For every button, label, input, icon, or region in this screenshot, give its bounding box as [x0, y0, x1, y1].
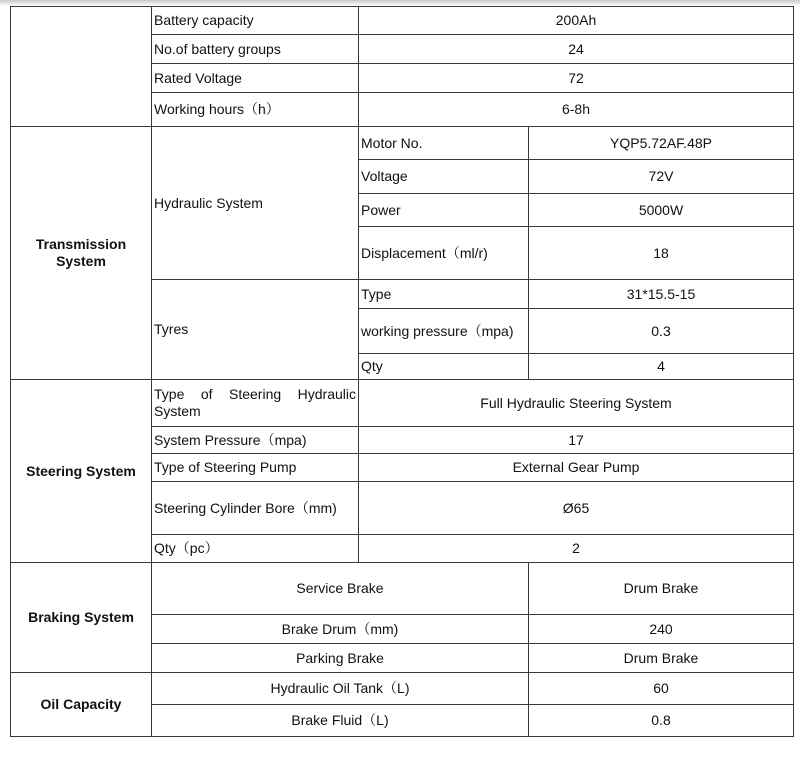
row-label: Type	[359, 280, 529, 309]
row-value: YQP5.72AF.48P	[529, 127, 794, 160]
table-row	[11, 673, 794, 705]
row-label: Qty（pc）	[152, 535, 359, 563]
row-value: 17	[359, 427, 794, 454]
row-label: No.of battery groups	[152, 35, 359, 64]
table-row	[11, 127, 794, 160]
group-label-oil: Oil Capacity	[11, 673, 152, 737]
group-label-transmission: Transmission System	[11, 127, 152, 380]
group-label-steering: Steering System	[11, 380, 152, 563]
row-value: 2	[359, 535, 794, 563]
row-value: 72	[359, 64, 794, 93]
row-value: 6-8h	[359, 93, 794, 127]
table-row	[11, 380, 794, 427]
row-value: 0.8	[529, 705, 794, 737]
specification-table	[10, 6, 794, 737]
row-value: Full Hydraulic Steering System	[359, 380, 794, 427]
row-label: Type of Steering Hydraulic System	[152, 380, 359, 427]
row-label: Rated Voltage	[152, 64, 359, 93]
table-row	[11, 7, 794, 35]
row-value: Ø65	[359, 482, 794, 535]
row-label: Brake Drum（mm)	[152, 615, 529, 644]
row-value: 5000W	[529, 194, 794, 227]
row-label: Motor No.	[359, 127, 529, 160]
row-label: Qty	[359, 354, 529, 380]
row-value: 0.3	[529, 309, 794, 354]
row-label: Hydraulic Oil Tank（L)	[152, 673, 529, 705]
table-row	[11, 563, 794, 615]
row-value: 60	[529, 673, 794, 705]
row-value: Drum Brake	[529, 644, 794, 673]
row-value: 18	[529, 227, 794, 280]
group-label-braking: Braking System	[11, 563, 152, 673]
row-label: Parking Brake	[152, 644, 529, 673]
row-label: Power	[359, 194, 529, 227]
row-value: 72V	[529, 160, 794, 194]
subgroup-label-tyres: Tyres	[152, 280, 359, 380]
row-label: Brake Fluid（L)	[152, 705, 529, 737]
row-value: 4	[529, 354, 794, 380]
row-value: External Gear Pump	[359, 454, 794, 482]
row-value: 24	[359, 35, 794, 64]
row-label: Working hours（h）	[152, 93, 359, 127]
row-value: Drum Brake	[529, 563, 794, 615]
row-value: 200Ah	[359, 7, 794, 35]
row-label: Displacement（ml/r)	[359, 227, 529, 280]
row-label: Type of Steering Pump	[152, 454, 359, 482]
row-label: Battery capacity	[152, 7, 359, 35]
subgroup-label-hydraulic: Hydraulic System	[152, 127, 359, 280]
row-label: Steering Cylinder Bore（mm)	[152, 482, 359, 535]
row-label: Voltage	[359, 160, 529, 194]
row-label: working pressure（mpa)	[359, 309, 529, 354]
row-label: Service Brake	[152, 563, 529, 615]
row-value: 240	[529, 615, 794, 644]
row-label: System Pressure（mpa)	[152, 427, 359, 454]
battery-group-cell	[11, 7, 152, 127]
row-value: 31*15.5-15	[529, 280, 794, 309]
